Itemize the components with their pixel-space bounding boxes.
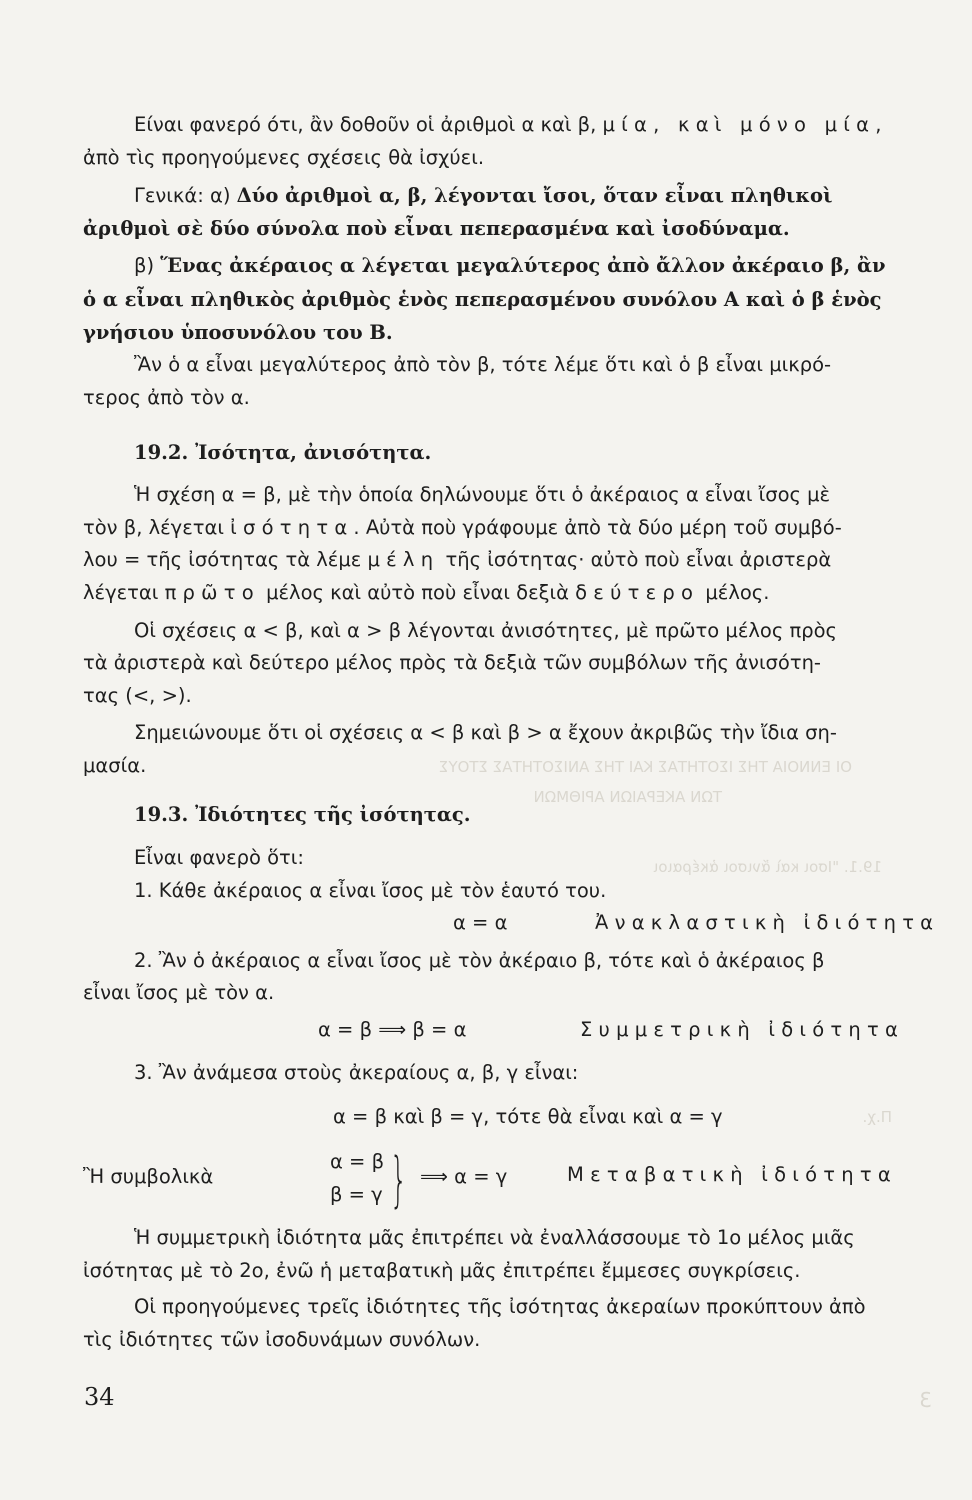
para-line: Ἂν ὁ α εἶναι μεγαλύτερος ἀπὸ τὸν β, τότε λέμε ὅτι καὶ ὁ β εἶναι μικρό- bbox=[134, 353, 832, 376]
spaced-text: μία, καὶ μόνο μία, bbox=[602, 113, 888, 136]
text: λέγεται bbox=[83, 581, 165, 604]
para-line bbox=[134, 256, 886, 276]
property-2-formula: α = β ⟹ β = α bbox=[318, 1018, 467, 1041]
para-line bbox=[134, 115, 888, 135]
text: τῆς ἰσότητας· αὐτὸ ποὺ εἶναι ἀριστερὰ bbox=[439, 548, 832, 571]
term-isotita: ἰσότητα bbox=[230, 516, 354, 539]
term-meli: μέλη bbox=[367, 548, 440, 571]
definition-bold: Δύο ἀριθμοὶ α, β, λέγονται ἴσοι, ὅταν εἶναι πληθικοὶ bbox=[236, 184, 833, 207]
para-line: τὶς ἰδιότητες τῶν ἰσοδυνάμων συνόλων. bbox=[83, 1328, 481, 1351]
para-line bbox=[83, 583, 769, 603]
definition-bold: ἀριθμοὶ σὲ δύο σύνολα ποὺ εἶναι πεπερασμένα καὶ ἰσοδύναμα. bbox=[83, 217, 790, 240]
definition-bold: Ἕνας ἀκέραιος α λέγεται μεγαλύτερος ἀπὸ ἄλλον ἀκέραιο β, ἂν bbox=[160, 254, 886, 277]
para-line: τὰ ἀριστερὰ καὶ δεύτερο μέλος πρὸς τὰ δεξιὰ τῶν συμβόλων τῆς ἀνισότη- bbox=[83, 651, 821, 674]
term-deftero: δεύτερο bbox=[575, 581, 700, 604]
property-2-name: Συμμετρικὴ ἰδιότητα bbox=[580, 1018, 905, 1041]
para-line bbox=[83, 550, 831, 570]
section-title: 19.3. Ἰδιότητες τῆς ἰσότητας. bbox=[134, 803, 471, 826]
para-line: τερος ἀπὸ τὸν α. bbox=[83, 386, 250, 409]
para-line bbox=[134, 186, 832, 206]
definition-bold: ὁ α εἶναι πληθικὸς ἀριθμὸς ἑνὸς πεπερασμένου συνόλου Α καὶ ὁ β ἑνὸς bbox=[83, 288, 882, 311]
system-eq-2: β = γ bbox=[330, 1183, 383, 1206]
transitive-result: ⟹ α = γ bbox=[420, 1165, 508, 1188]
text: μέλος. bbox=[699, 581, 770, 604]
para-line: Ἡ συμμετρικὴ ἰδιότητα μᾶς ἐπιτρέπει νὰ ἐναλλάσσουμε τὸ 1ο μέλος μιᾶς bbox=[134, 1226, 855, 1249]
para-line: ἰσότητας μὲ τὸ 2ο, ἐνῶ ἡ μεταβατικὴ μᾶς ἐπιτρέπει ἔμμεσες συγκρίσεις. bbox=[83, 1259, 801, 1282]
text: μέλος καὶ αὐτὸ ποὺ εἶναι δεξιὰ bbox=[259, 581, 576, 604]
para-line: ἀπὸ τὶς προηγούμενες σχέσεις θὰ ἰσχύει. bbox=[83, 146, 485, 169]
bleed-text: 3 bbox=[919, 1388, 932, 1412]
para-line: Ἡ σχέση α = β, μὲ τὴν ὁποία δηλώνουμε ὅτι ὁ ἀκέραιος α εἶναι ἴσος μὲ bbox=[134, 483, 831, 506]
text: Είναι φανερό ότι, ἂν δοθοῦν οἱ ἀριθμοὶ α καὶ β, bbox=[134, 113, 603, 136]
text: Γενικά: α) bbox=[134, 184, 237, 207]
property-3-name: Μεταβατικὴ ἰδιότητα bbox=[567, 1163, 897, 1186]
property-1-formula: α = α bbox=[453, 911, 508, 934]
property-3-formula: α = β καὶ β = γ, τότε θὰ εἶναι καὶ α = γ bbox=[333, 1105, 723, 1128]
bleed-heading: 19.1. "Ισοι καὶ ἄνισοι ἀκέραιοι bbox=[653, 858, 882, 876]
definition-bold: γνήσιου ὑποσυνόλου του Β. bbox=[83, 321, 393, 344]
property-2-text: 2. Ἂν ὁ ἀκέραιος α εἶναι ἴσος μὲ τὸν ἀκέραιο β, τότε καὶ ὁ ἀκέραιος β bbox=[134, 949, 825, 972]
bleed-text: Π.χ. bbox=[862, 1108, 892, 1126]
property-1-text: 1. Κάθε ἀκέραιος α εἶναι ἴσος μὲ τὸν ἑαυτό του. bbox=[134, 879, 607, 902]
para-line: Οἱ σχέσεις α < β, καὶ α > β λέγονται ἀνισότητες, μὲ πρῶτο μέλος πρὸς bbox=[134, 619, 837, 642]
para-line: Σημειώνουμε ὅτι οἱ σχέσεις α < β καὶ β > α ἔχουν ἀκριβῶς τὴν ἴδια ση- bbox=[134, 721, 837, 744]
text: τὸν β, λέγεται bbox=[83, 516, 231, 539]
term-proto: πρῶτο bbox=[164, 581, 260, 604]
text: β) bbox=[134, 254, 161, 277]
para-line bbox=[83, 518, 842, 538]
section-title: 19.2. Ἰσότητα, ἀνισότητα. bbox=[134, 441, 432, 464]
property-1-name: Ἀνακλαστικὴ ἰδιότητα bbox=[595, 911, 940, 934]
page-number: 34 bbox=[84, 1383, 115, 1411]
text: λου = τῆς ἰσότητας τὰ λέμε bbox=[83, 548, 368, 571]
para-line: Εἶναι φανερὸ ὅτι: bbox=[134, 846, 304, 869]
system-eq-1: α = β bbox=[330, 1150, 385, 1173]
para-line: μασία. bbox=[83, 754, 147, 777]
bleed-heading: ΤΩΝ ΑΚΕΡΑΙΩΝ ΑΡΙΘΜΩΝ bbox=[533, 788, 722, 806]
text: . Αὐτὰ ποὺ γράφουμε ἀπὸ τὰ δύο μέρη τοῦ συμβό- bbox=[353, 516, 842, 539]
para-line: τας (<, >). bbox=[83, 684, 192, 707]
para-line: Οἱ προηγούμενες τρεῖς ἰδιότητες τῆς ἰσότητας ἀκεραίων προκύπτουν ἀπὸ bbox=[134, 1295, 866, 1318]
brace: } bbox=[390, 1145, 408, 1215]
bleed-heading: ΟΙ ΕΝΝΟΙΑ ΤΗΣ ΙΣΟΤΗΤΑΣ ΚΑΙ ΤΗΣ ΑΝΙΣΟΤΗΤΑΣ ΣΤΟΥΣ bbox=[438, 758, 852, 776]
property-3-text: 3. Ἂν ἀνάμεσα στοὺς ἀκεραίους α, β, γ εἶναι: bbox=[134, 1061, 579, 1084]
symbolic-label: Ἢ συμβολικὰ bbox=[83, 1165, 214, 1188]
property-2-text: εἶναι ἴσος μὲ τὸν α. bbox=[83, 981, 275, 1004]
